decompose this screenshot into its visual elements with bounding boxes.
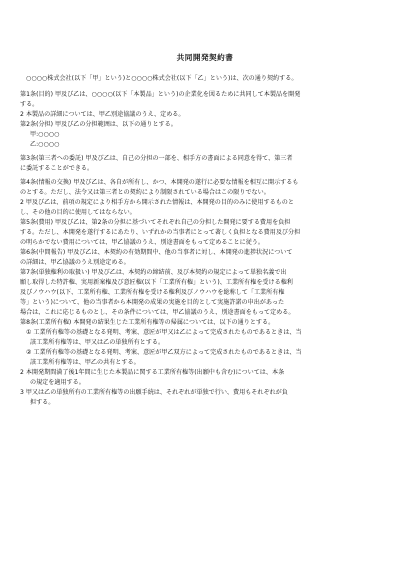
article-8-clause-2-line-2: の規定を適用する。: [30, 379, 85, 386]
article-4-clause-2-line-1: 2 甲及び乙は、前項の規定により相手方から開示された情報は、本開発の目的のみに使用するものと: [20, 199, 294, 206]
article-3-line-1: 第3条(第三者への委託) 甲及び乙は、自己の分担の一部を、相手方の書面による同意を得て、第三者: [20, 155, 293, 162]
article-7-line-4: 等」という)について、他の当事者から本開発の成果の実施を目的として実施許諾の申出があった: [20, 299, 285, 306]
article-7-line-5: 場合は、これに応じるものとし、その条件については、甲乙協議のうえ、別途書面をもって定める。: [20, 309, 295, 316]
intro-paragraph: ○○○○株式会社(以下「甲」という)と○○○○株式会社(以下「乙」という)は、次の通り契約する。: [26, 75, 298, 82]
article-2-party-b: 乙:○○○○: [30, 141, 60, 148]
article-2-line: 第2条(分担) 甲及び乙の分担範囲は、以下の通りとする。: [20, 121, 177, 128]
article-8-clause-3-line-1: 3 甲又は乙の単独所有の工業所有権等の出願手続は、それぞれが単独で行い、費用もそれぞれが負: [20, 389, 288, 396]
article-8-line-1: 第8条(工業所有権) 本開発の結果生じた工業所有権等の帰属については、以下の通りとする。: [20, 319, 275, 326]
article-4-line-2: のとする。ただし、法令又は第三者との契約により制限されている場合はこの限りでない。: [20, 189, 270, 196]
article-6-line-1: 第6条(中間報告) 甲及び乙は、本契約の有効期間中、他の当事者に対し、本開発の進捗状況について: [20, 249, 293, 256]
article-7-line-1: 第7条(単独権利の取扱い) 甲及び乙は、本契約の締結前、及び本契約の規定によって単独名義で出: [20, 269, 287, 276]
article-5-line-1: 第5条(費用) 甲及び乙は、第2条の分担に基づいてそれぞれ自己の分担した開発に要する費用を負担: [20, 219, 291, 226]
article-7-line-3: 及びノウハウ(以下、工業所有権、工業所有権を受ける権利及びノウハウを総称して「工業所有権: [20, 289, 285, 296]
article-8-item-2-line-1: ② 工業所有権等の基礎となる発明、考案、意匠が甲乙双方によって完成されたものであるときは、当: [26, 349, 302, 356]
document-body: [20, 74, 392, 408]
article-3-line-2: に委託することができる。: [20, 165, 94, 172]
article-6-line-2: の詳細は、甲乙協議のうえ別途定める。: [20, 259, 130, 266]
article-4-clause-2-line-2: し、その他の目的に使用してはならない。: [20, 209, 136, 216]
article-8-item-2-line-2: 該工業所有権等は、甲乙の共有とする。: [30, 359, 140, 366]
article-1-line-1: 第1条(目的) 甲及び乙は、○○○○(以下「本製品」という)の企業化を図るために共同して本製品を開発: [20, 91, 301, 98]
article-5-line-3: の明らかでない費用については、甲乙協議のうえ、別途書面をもって定めることに従う。: [20, 239, 264, 246]
article-4-line-1: 第4条(情報の交換) 甲及び乙は、各自が所有し、かつ、本開発の遂行に必要な情報を相互に開示するも: [20, 179, 299, 186]
article-8-item-1-line-1: ① 工業所有権等の基礎となる発明、考案、意匠が甲又は乙によって完成されたものであるときは、当: [26, 329, 302, 336]
article-7-line-2: 願し取得した特許権、実用新案権及び意匠権(以下「工業所有権」という)、工業所有権を受ける権利: [20, 279, 293, 286]
article-1-line-2: する。: [20, 101, 39, 108]
article-8-clause-3-line-2: 担する。: [30, 399, 55, 406]
article-8-item-1-line-2: 該工業所有権等は、甲又は乙の単独所有とする。: [30, 339, 165, 346]
document-title: 共同開発契約書: [176, 53, 234, 62]
article-8-clause-2-line-1: 2 本開発期間満了後1年間に生じた本製品に関する工業所有権等(出願中も含む)については、本条: [20, 369, 285, 376]
article-5-line-2: する。ただし、本開発を遂行するにあたり、いずれかの当事者にとって著しく負担となる費用及び分担: [20, 229, 301, 236]
article-2-party-a: 甲:○○○○: [30, 131, 60, 138]
article-1-clause-2: 2 本製品の詳細については、甲乙別途協議のうえ、定める。: [20, 111, 185, 118]
